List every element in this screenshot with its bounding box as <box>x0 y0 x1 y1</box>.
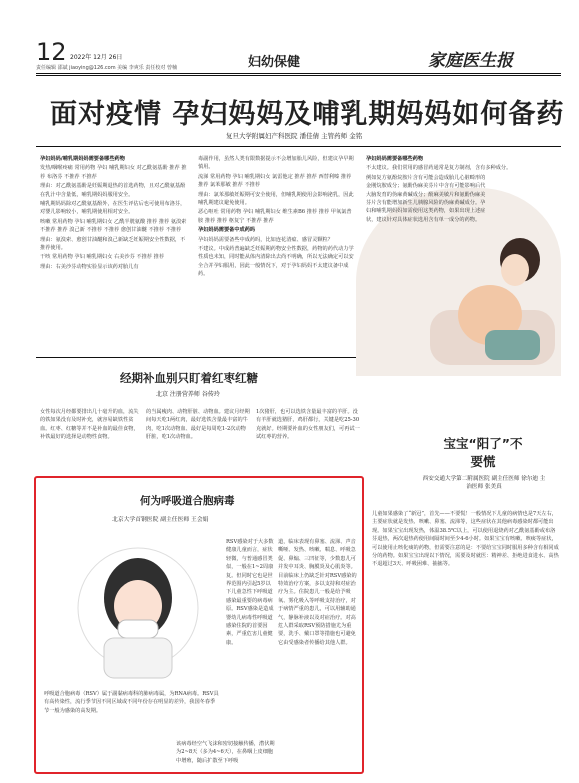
header-rule <box>36 73 561 74</box>
rsv-col-1b: 呼吸道合胞病毒（RSV）属于副黏病毒科的肺病毒属，为RNA病毒。RSV具有高传染性，流行季节因不同区域或不同年份存在明显的差异，我国冬春季节一般为感染的高发期。 <box>44 691 219 714</box>
table2: 咳嗽 常用药物 孕妇 哺乳期妇女 乙酰半胱氨酸 推荐 推荐 氨溴索 不推荐 推荐 溴己新 不推荐 不推荐 愈创甘油醚 不推荐 不推荐 <box>40 218 187 234</box>
editor-meta: 责任编辑 邵斌 jiaoying@126.com 美编 李爽乐 责任校对 曾楠 <box>36 65 177 71</box>
col2-text3: 不建议。中成药普遍缺乏妊娠期药物安全性数据，药物的药代动力学性质也未知，同时能从体内清除出去尚不明确，所以无法确定可以安全合并孕妇服用，因此一般情况下，对于孕妇妈妈不太建议备中成药。 <box>198 246 354 278</box>
iron-byline: 北京 注册营养师 谷传玲 <box>156 391 220 398</box>
main-col-3 <box>366 155 558 295</box>
main-col-1 <box>40 155 190 350</box>
rsv-col-1c: 该病毒经空气飞沫和密切接触传播，潜伏期为2~8天（多为4~6天），在鼻咽上皮细胞中增殖，随后扩散至下呼吸 <box>176 741 275 764</box>
iron-title: 经期补血别只盯着红枣红糖 <box>120 371 258 385</box>
iron-col-2: 的当属瘦肉、动物肝脏、动物血。建议月经期间每天吃1两红肉，最好选铁含量最丰富的牛肉，吃1次动物血、最好是每周吃1-2次动物肝脏，吃1次动物血。 <box>146 409 250 441</box>
header-rule-2 <box>36 75 561 76</box>
sneezing-girl-illustration <box>54 538 222 688</box>
baby-article-byline: 西安交通大学第二附属医院 副主任医师 徐尔迪 主治医师 张美真 <box>422 476 546 490</box>
table1: 发热/咽喉疼痛 常用药物 孕妇 哺乳期妇女 对乙酰氨基酚 推荐 推荐 布洛芬 不推荐 不推荐 <box>40 165 187 180</box>
baby-article-title: 宝宝“阳了”不要慌 <box>443 436 523 469</box>
col2-text1: 毒副作用，虽然人类有限数据提示不会增加胎儿风险，但建议孕早期慎用。 <box>198 156 354 171</box>
iron-rule <box>36 357 356 358</box>
main-headline: 面对疫情 孕妇妈妈及哺乳期妈妈如何备药 <box>50 99 565 130</box>
rsv-col-2: 道，临床表现有鼻塞、流涕、声音嘶哑、发热、咳嗽、喘息、呼吸急促、鼻煽、三凹征等，少数患儿可并发中耳炎、胸膜炎及心肌炎等。目前临床上仍缺乏针对RSV感染的特效治疗方案，多以支持和对症治疗为主。住院患儿一般是给予吸氧、雾化吸入等呼吸支持治疗，对于病情严重的患儿，可以用辅助通气，静脉补液以及对症治疗。对高危人群采取RSV预防措施尤为重要，洗手、戴口罩等措施也可避免它由受感染者传播给其他人群。 <box>278 539 357 646</box>
reason4: 理由：右美沙芬动物实验显示该药对胎儿有 <box>40 263 139 270</box>
section-title: 妇幼保健 <box>248 55 301 70</box>
masthead-logo: 家庭医生报 <box>428 51 513 71</box>
reason3: 理由：氨溴索、愈创甘油醚和溴己新缺乏妊娠期安全性数据，不推荐使用。 <box>40 236 186 252</box>
reason5: 理由：氯苯那敏妊娠期可安全使用，但哺乳期使用会影响泌乳，因此哺乳期建议避免使用。 <box>198 191 354 207</box>
table5: 恶心呕吐 常用药物 孕妇 哺乳期妇女 维生素B6 推荐 推荐 甲氧氯普胺 推荐 推荐 枢复宁 不推荐 推荐 <box>198 209 352 224</box>
headline-rule <box>36 146 561 147</box>
table6-title: 孕妇妈妈需要备中成药吗 <box>198 227 256 234</box>
reason1: 理由：对乙酰氨基酚是妊娠期退热的首选药物，且对乙酰氨基酚在乳汁中含量低，哺乳期妈妈服用安全。 <box>40 183 186 198</box>
page-number: 12 <box>36 38 67 66</box>
baby-article-text: 儿童如果感染了“新冠”，首先——不要慌！一般情况下儿童的病情也是7天左右，主要症状就是发热、咳嗽、鼻塞、流涕等，这些症状在其他病毒感染时都可能出现。如果宝宝出现发热，体温38.5℃以上，可以使用退烧药对乙酰氨基酚或布洛芬退热，两次退热药使用间隔时间至少4-6小时。如果宝宝有咳嗽、咳痰等症状，可以使用止咳化痰的药物，但需要注意的是：不要给宝宝同时服用多种含有相同成分的药物。如果宝宝出现以下情况，需要及时就医：精神差、拒绝进食进水、高热不退超过3天、呼吸困难、抽搐等。 <box>372 511 559 568</box>
iron-col-1: 女性每次月经都要排出几十毫升的血，流失的铁如果没有及时补充，就容易缺铁性贫血。红枣、红糖等并不是补血的最佳食物，补铁最好的选择是动物性食物。 <box>40 409 139 441</box>
rsv-byline: 北京大学首钢医院 副主任医师 王会娟 <box>112 517 209 523</box>
col3-title: 孕妇妈妈需要备哪些药物 <box>366 156 424 162</box>
issue-date: 2022年 12月 26日 <box>70 54 123 61</box>
table3: 干咳 常用药物 孕妇 哺乳期妇女 右美沙芬 不推荐 推荐 <box>40 254 165 261</box>
rsv-col-1a: RSV感染对于大多数健康儿童而言，症状轻微，与普通感冒类似，一般在1~2周康复。但同时它也是世界范围内引起5岁以下儿童急性下呼吸道感染最重要的病毒病原。RSV感染是造成婴幼儿病毒性呼吸道感染住院的首要因素，严重危害儿童健康。 <box>226 539 274 646</box>
table4: 流涕 常用药物 孕妇 哺乳期妇女 氯雷他定 推荐 推荐 西替利嗪 推荐 推荐 氯苯那敏 推荐 不推荐 <box>198 173 352 189</box>
reason2: 哺乳期妈妈除对乙酰氨基酚外，在医生评估后也可使用布洛芬，对婴儿影响较小，哺乳期使用相对安全。 <box>40 201 186 216</box>
col3-text1: 不太建议。我们常用的感冒药通常是复方制剂，含有多种成分。 <box>366 165 512 172</box>
main-byline: 复旦大学附属妇产科医院 潘佳倩 主管药师 金铭 <box>226 132 363 140</box>
main-col-2 <box>198 155 356 350</box>
col3-text2: 例如复方氨酚烷胺片含有可能会造成胎儿心脏畸形的金刚烷胺成分；氨酚伪麻美芬片中含有可能影响后代大脑发育的伪麻黄碱成分；酚麻美敏片和氨酚伪麻美芬片含有能增加新生儿胰腺风险的伪麻黄碱成分。孕妇和哺乳期妈妈如需使用这类药物，如果出现上述症状，建议针对具体症状选用含有单一成分的药物。 <box>366 174 486 223</box>
table1-title: 孕妇妈妈/哺乳期妈妈需要备哪些药物 <box>40 156 125 162</box>
rsv-title: 何为呼吸道合胞病毒 <box>140 495 235 507</box>
col2-text2: 孕妇妈妈需要备些中成药吗，比如连花清瘟、感冒灵颗粒？ <box>198 236 333 243</box>
iron-col-3: 1次猪肝，也可以选铁含量最丰富的羊肝。没有羊肝就选猪肝，鸡肝都行，关键是吃25-30克就好。经期要补血的女性朋友们，可再试一试红枣的营养。 <box>256 409 360 441</box>
